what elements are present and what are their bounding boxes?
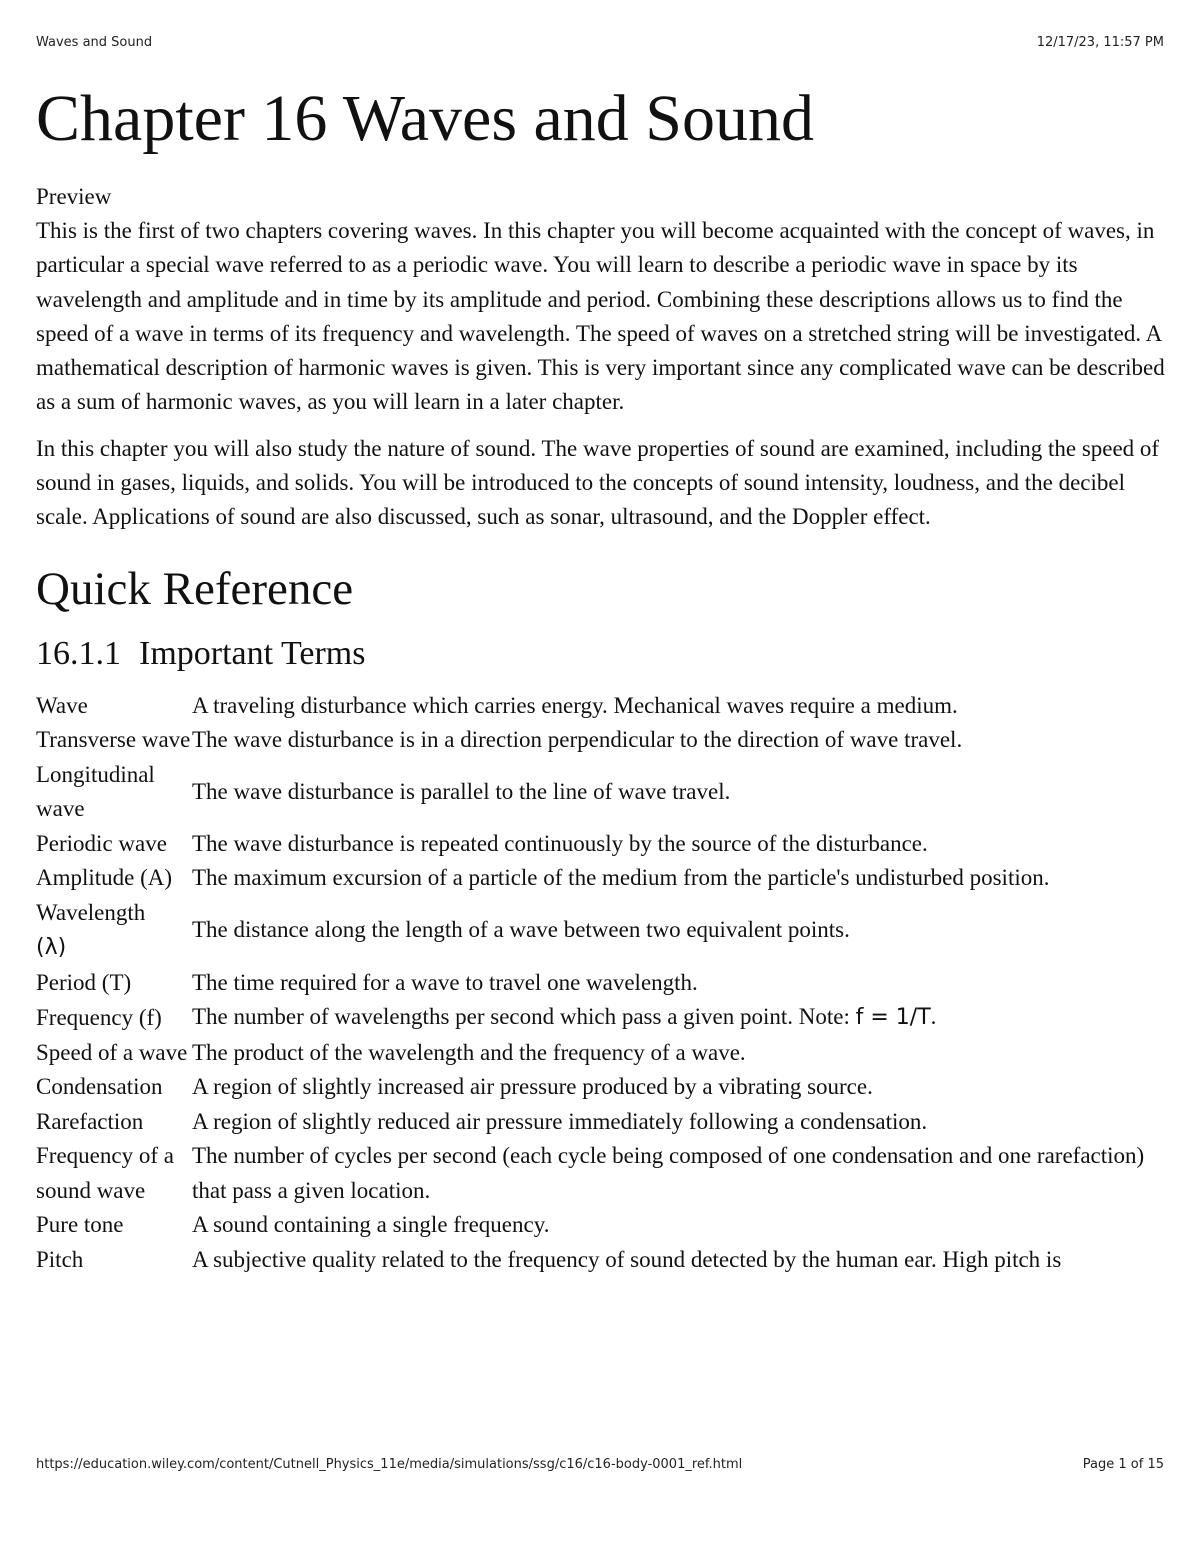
term-name: Frequency (f) — [36, 1004, 162, 1030]
term-row — [36, 1139, 1166, 1208]
term-definition: The time required for a wave to travel one wavelength. — [192, 969, 698, 995]
term-name: Longitudinal wave — [36, 761, 155, 822]
wavelength-symbol: (λ) — [36, 935, 67, 961]
term-definition: The wave disturbance is parallel to the line of wave travel. — [192, 778, 731, 804]
term-name: Speed of a wave — [36, 1039, 188, 1065]
page-indicator: Page 1 of 15 — [1082, 1456, 1164, 1472]
chapter-title: Chapter 16 Waves and Sound — [36, 82, 815, 155]
term-row — [36, 827, 1166, 862]
term-row — [36, 1105, 1166, 1140]
frequency-formula: f = 1/T — [855, 1005, 931, 1031]
term-definition: A sound containing a single frequency. — [192, 1212, 550, 1238]
subsection-number: 16.1.1 — [36, 634, 121, 672]
term-name: Transverse wave — [36, 727, 191, 753]
term-row — [36, 723, 1166, 758]
term-row — [36, 1036, 1166, 1071]
term-name-text: Wavelength — [36, 899, 146, 925]
term-name: Wave — [36, 692, 88, 718]
term-definition: The product of the wavelength and the frequency of a wave. — [192, 1039, 746, 1065]
term-name: Pitch — [36, 1246, 84, 1272]
term-row — [36, 1070, 1166, 1105]
term-name: Period (T) — [36, 969, 132, 995]
important-terms-heading — [36, 629, 1166, 679]
print-header-title: Waves and Sound — [36, 34, 153, 50]
term-name: Periodic wave — [36, 830, 167, 856]
term-definition: The maximum excursion of a particle of the medium from the particle's undisturbed position. — [192, 865, 1050, 891]
term-name: Condensation — [36, 1074, 163, 1100]
term-row — [36, 861, 1166, 896]
term-row — [36, 689, 1166, 724]
preview-paragraph-2: In this chapter you will also study the nature of sound. The wave properties of sound are examined, including the speed of sound in gases, liquids, and solids. You will be introduced to the concepts of sound intensity, loudness, and the decibel scale. Applications of sound are also discussed, such as sonar, ultrasound, and the Doppler effect. — [36, 435, 1160, 530]
term-name: Frequency of a sound wave — [36, 1143, 174, 1203]
term-row — [36, 1208, 1166, 1243]
term-row — [36, 896, 1166, 966]
term-row — [36, 1000, 1166, 1036]
print-header — [36, 32, 1164, 52]
term-definition: A subjective quality related to the frequency of sound detected by the human ear. High pitch is — [192, 1246, 1062, 1272]
document-content — [36, 76, 1166, 1277]
subsection-title: Important Terms — [139, 634, 366, 672]
term-row — [36, 1243, 1166, 1278]
term-definition: A traveling disturbance which carries energy. Mechanical waves require a medium. — [192, 692, 958, 718]
term-definition — [192, 1000, 1166, 1036]
term-name: Pure tone — [36, 1212, 124, 1238]
quick-reference-heading: Quick Reference — [36, 562, 354, 615]
term-definition-text: The number of wavelengths per second which pass a given point. Note: — [192, 1004, 856, 1030]
term-name: Rarefaction — [36, 1108, 144, 1134]
term-row — [36, 966, 1166, 1001]
preview-paragraph-1: This is the first of two chapters covering waves. In this chapter you will become acquainted with the concept of waves, in particular a special wave referred to as a periodic wave. You will learn to describe a periodic wave in space by its wavelength and amplitude and in time by its amplitude and period. Combining these descriptions allows us to find the speed of a wave in terms of its frequency and wavelength. The speed of waves on a stretched string will be investigated. A mathematical description of harmonic waves is given. This is very important since any complicated wave can be described as a sum of harmonic waves, as you will learn in a later chapter. — [36, 218, 1165, 415]
print-footer — [36, 1454, 1164, 1474]
important-terms-table — [36, 689, 1166, 1278]
term-name — [36, 896, 192, 966]
print-header-datetime: 12/17/23, 11:57 PM — [1036, 34, 1164, 50]
term-definition: The distance along the length of a wave between two equivalent points. — [192, 917, 850, 943]
term-definition: The number of cycles per second (each cycle being composed of one condensation and one rarefaction) that pass a given location. — [192, 1143, 1145, 1203]
page-url: https://education.wiley.com/content/Cutnell_Physics_11e/media/simulations/ssg/c16/c16-body-0001_ref.html — [36, 1456, 743, 1472]
term-definition: The wave disturbance is in a direction perpendicular to the direction of wave travel. — [192, 727, 963, 753]
term-name: Amplitude (A) — [36, 865, 173, 891]
term-row — [36, 758, 1166, 827]
preview-label: Preview — [36, 184, 112, 209]
term-definition: A region of slightly increased air pressure produced by a vibrating source. — [192, 1074, 873, 1100]
term-definition-end: . — [930, 1004, 937, 1030]
term-definition: The wave disturbance is repeated continuously by the source of the disturbance. — [192, 830, 928, 856]
term-definition: A region of slightly reduced air pressure immediately following a condensation. — [192, 1108, 928, 1134]
